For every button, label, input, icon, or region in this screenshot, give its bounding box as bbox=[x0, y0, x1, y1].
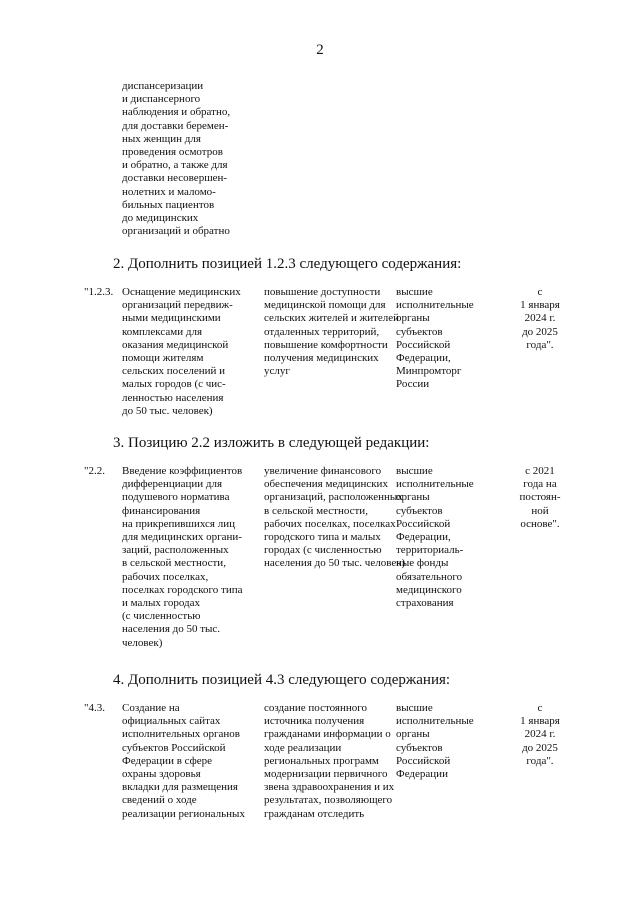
position-number-4-3: "4.3. bbox=[84, 702, 105, 714]
measure-cell-4-3: Создание на официальных сайтах исполнительных органов субъектов Российской Федерации в сфере охраны здоровья вкладки для размещения сведений о ходе реализации региональных bbox=[122, 702, 245, 820]
position-number-1-2-3: "1.2.3. bbox=[84, 286, 114, 298]
top-fragment-cell: диспансеризации и диспансерного наблюдения и обратно, для доставки беремен- ных женщин для проведения осмотров и обратно, а также для доставки несовершен- нолетних и маломо- бильных пациентов до медицинских организаций и обратно bbox=[122, 80, 231, 238]
position-number-2-2: "2.2. bbox=[84, 465, 105, 477]
executor-cell-2-2: высшие исполнительные органы субъектов Российской Федерации, территориаль- ные фонды обязательного медицинского страхования bbox=[396, 465, 474, 610]
section-heading-4: 4. Дополнить позицией 4.3 следующего содержания: bbox=[113, 672, 451, 688]
page-number: 2 bbox=[316, 42, 324, 58]
result-cell-2-2: увеличение финансового обеспечения медицинских организаций, расположенных в сельской местности, рабочих поселках, поселках городского типа и малых городах (с численностью населения до 50 тыс. человек) bbox=[264, 465, 406, 570]
measure-cell-2-2: Введение коэффициентов дифференциации для подушевого норматива финансирования на прикрепившихся лиц для медицинских органи- заций, расположенных в сельской местности, рабочих поселках, поселках городского типа и малых городах (с численностью населения до 50 тыс. человек) bbox=[122, 465, 243, 649]
result-cell-4-3: создание постоянного источника получения гражданами информации о ходе реализации региональных программ модернизации первичного звена здравоохранения и их результатах, позволяющего гражданам отследить bbox=[264, 702, 395, 820]
term-cell-2-2: с 2021 года на постоян- ной основе". bbox=[519, 465, 561, 530]
section-heading-2: 2. Дополнить позицией 1.2.3 следующего содержания: bbox=[113, 256, 462, 272]
section-heading-3: 3. Позицию 2.2 изложить в следующей редакции: bbox=[113, 435, 430, 451]
executor-cell-4-3: высшие исполнительные органы субъектов Российской Федерации bbox=[396, 702, 474, 781]
result-cell-1-2-3: повышение доступности медицинской помощи для сельских жителей и жителей отдаленных территорий, повышение комфортности получения медицинских услуг bbox=[264, 286, 400, 378]
executor-cell-1-2-3: высшие исполнительные органы субъектов Российской Федерации, Минпромторг России bbox=[396, 286, 474, 391]
term-cell-4-3: с 1 января 2024 г. до 2025 года". bbox=[520, 702, 560, 767]
term-cell-1-2-3: с 1 января 2024 г. до 2025 года". bbox=[520, 286, 560, 351]
measure-cell-1-2-3: Оснащение медицинских организаций передвиж- ными медицинскими комплексами для оказания медицинской помощи жителям сельских поселений и малых городов (с чис- ленностью населения до 50 тыс. человек) bbox=[122, 286, 241, 417]
